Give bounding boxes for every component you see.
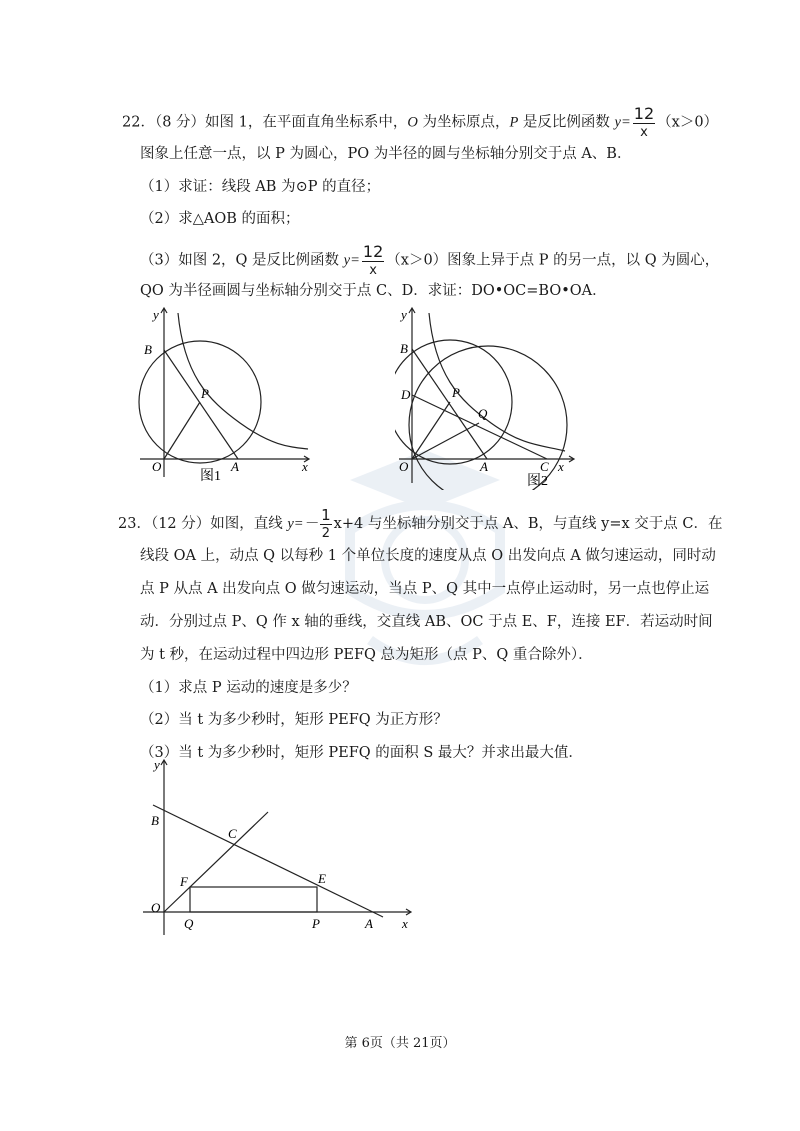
q22-point-o: O	[407, 114, 418, 131]
label-c: C	[540, 459, 549, 474]
label-p: P	[201, 386, 209, 401]
label-q: Q	[184, 916, 194, 931]
label-b: B	[144, 342, 152, 357]
q23-sub-3: （3）当 t 为多少秒时，矩形 PEFQ 的面积 S 最大？并求出最大值．	[140, 745, 583, 761]
q23-eq-tail: x+4 与坐标轴分别交于点 A、B，与直线 y=x 交于点 C．在	[333, 516, 723, 532]
q23-fraction	[320, 508, 332, 540]
fraction-numerator: 1	[321, 506, 331, 524]
label-y: y	[154, 757, 160, 772]
hyperbola-curve	[178, 313, 308, 449]
label-b: B	[400, 341, 408, 356]
q23-eq-lhs: y=－	[287, 516, 319, 532]
segment-op	[412, 402, 450, 459]
q22-sub-1: （1）求证：线段 AB 为⊙P 的直径；	[140, 179, 381, 195]
figure-q23	[135, 755, 425, 945]
segment-ab	[164, 350, 238, 459]
label-p: P	[452, 385, 460, 400]
q22-condition: （x＞0）	[657, 114, 719, 131]
label-d: D	[401, 387, 411, 402]
q22-line-2: 图象上任意一点，以 P 为圆心，PO 为半径的圆与坐标轴分别交于点 A、B．	[140, 146, 632, 162]
label-a: A	[480, 459, 488, 474]
q22-sub-3	[140, 244, 719, 277]
line-oc	[164, 812, 268, 912]
label-o: O	[399, 459, 409, 474]
page-footer: 第 6页（共 21页）	[344, 1036, 456, 1051]
label-x: x	[558, 459, 564, 474]
figure-2-caption: 图2	[527, 474, 548, 489]
q22-text: 为坐标原点，	[417, 114, 510, 131]
q22-sub-3-tail: （x＞0）图象上异于点 P 的另一点，以 Q 为圆心，	[386, 252, 720, 269]
segment-op	[164, 402, 200, 459]
line-ab	[153, 805, 383, 917]
q23-line-2: 线段 OA 上，动点 Q 以每秒 1 个单位长度的速度从点 O 出发向点 A 做匀速运动，同时动	[140, 548, 716, 564]
q22-func-y: y=	[343, 252, 360, 269]
q22-line-1	[122, 106, 718, 139]
q23-sub-1: （1）求点 P 运动的速度是多少？	[140, 680, 357, 696]
figure-1	[130, 305, 320, 490]
label-y: y	[153, 307, 159, 322]
figure-1-caption: 图1	[200, 469, 221, 484]
figure-2	[395, 305, 585, 490]
q23-head: 23．（12 分）如图，直线	[118, 516, 288, 532]
q23-line-4: 动．分别过点 P、Q 作 x 轴的垂线，交直线 AB、OC 于点 E、F，连接 EF．若运动时间	[140, 614, 713, 630]
q22-sub-2: （2）求△AOB 的面积；	[140, 211, 300, 227]
label-x: x	[302, 459, 308, 474]
label-o: O	[151, 900, 161, 915]
q23-line-3: 点 P 从点 A 出发向点 O 做匀速运动，当点 P、Q 其中一点停止运动时，另一点也停止运	[140, 581, 710, 597]
label-p: P	[312, 916, 320, 931]
label-a: A	[365, 916, 373, 931]
q22-sub-3-head: （3）如图 2，Q 是反比例函数	[140, 252, 344, 269]
label-a: A	[231, 459, 239, 474]
segment-dc	[412, 395, 547, 459]
q22-func-y: y=	[614, 114, 631, 131]
q22-point-p: P	[509, 114, 519, 131]
label-o: O	[152, 459, 162, 474]
fraction-numerator: 12	[362, 242, 384, 261]
q22-fraction	[633, 106, 655, 139]
fraction-denominator: x	[369, 263, 377, 278]
label-q: Q	[478, 406, 488, 421]
label-x: x	[402, 916, 408, 931]
q23-line-1	[118, 508, 723, 540]
q22-fraction-2	[362, 244, 384, 277]
segment-oq	[412, 423, 479, 459]
q23-line-5: 为 t 秒，在运动过程中四边形 PEFQ 总为矩形（点 P、Q 重合除外）．	[140, 647, 593, 663]
label-y: y	[401, 307, 407, 322]
q22-text: 是反比例函数	[518, 114, 615, 131]
rectangle-pefq	[190, 887, 317, 912]
fraction-denominator: 2	[321, 526, 331, 541]
label-e: E	[318, 871, 326, 886]
fraction-numerator: 12	[633, 104, 655, 123]
hyperbola-curve	[429, 313, 565, 451]
label-f: F	[180, 874, 188, 889]
label-b: B	[151, 813, 159, 828]
q23-sub-2: （2）当 t 为多少秒时，矩形 PEFQ 为正方形？	[140, 712, 448, 728]
q22-head: 22．（8 分）如图 1，在平面直角坐标系中，	[122, 114, 408, 131]
label-c: C	[228, 826, 237, 841]
q22-sub-3-line-2: QO 为半径画圆与坐标轴分别交于点 C、D．求证：DO•OC=BO•OA．	[140, 283, 607, 299]
fraction-denominator: x	[640, 125, 648, 140]
